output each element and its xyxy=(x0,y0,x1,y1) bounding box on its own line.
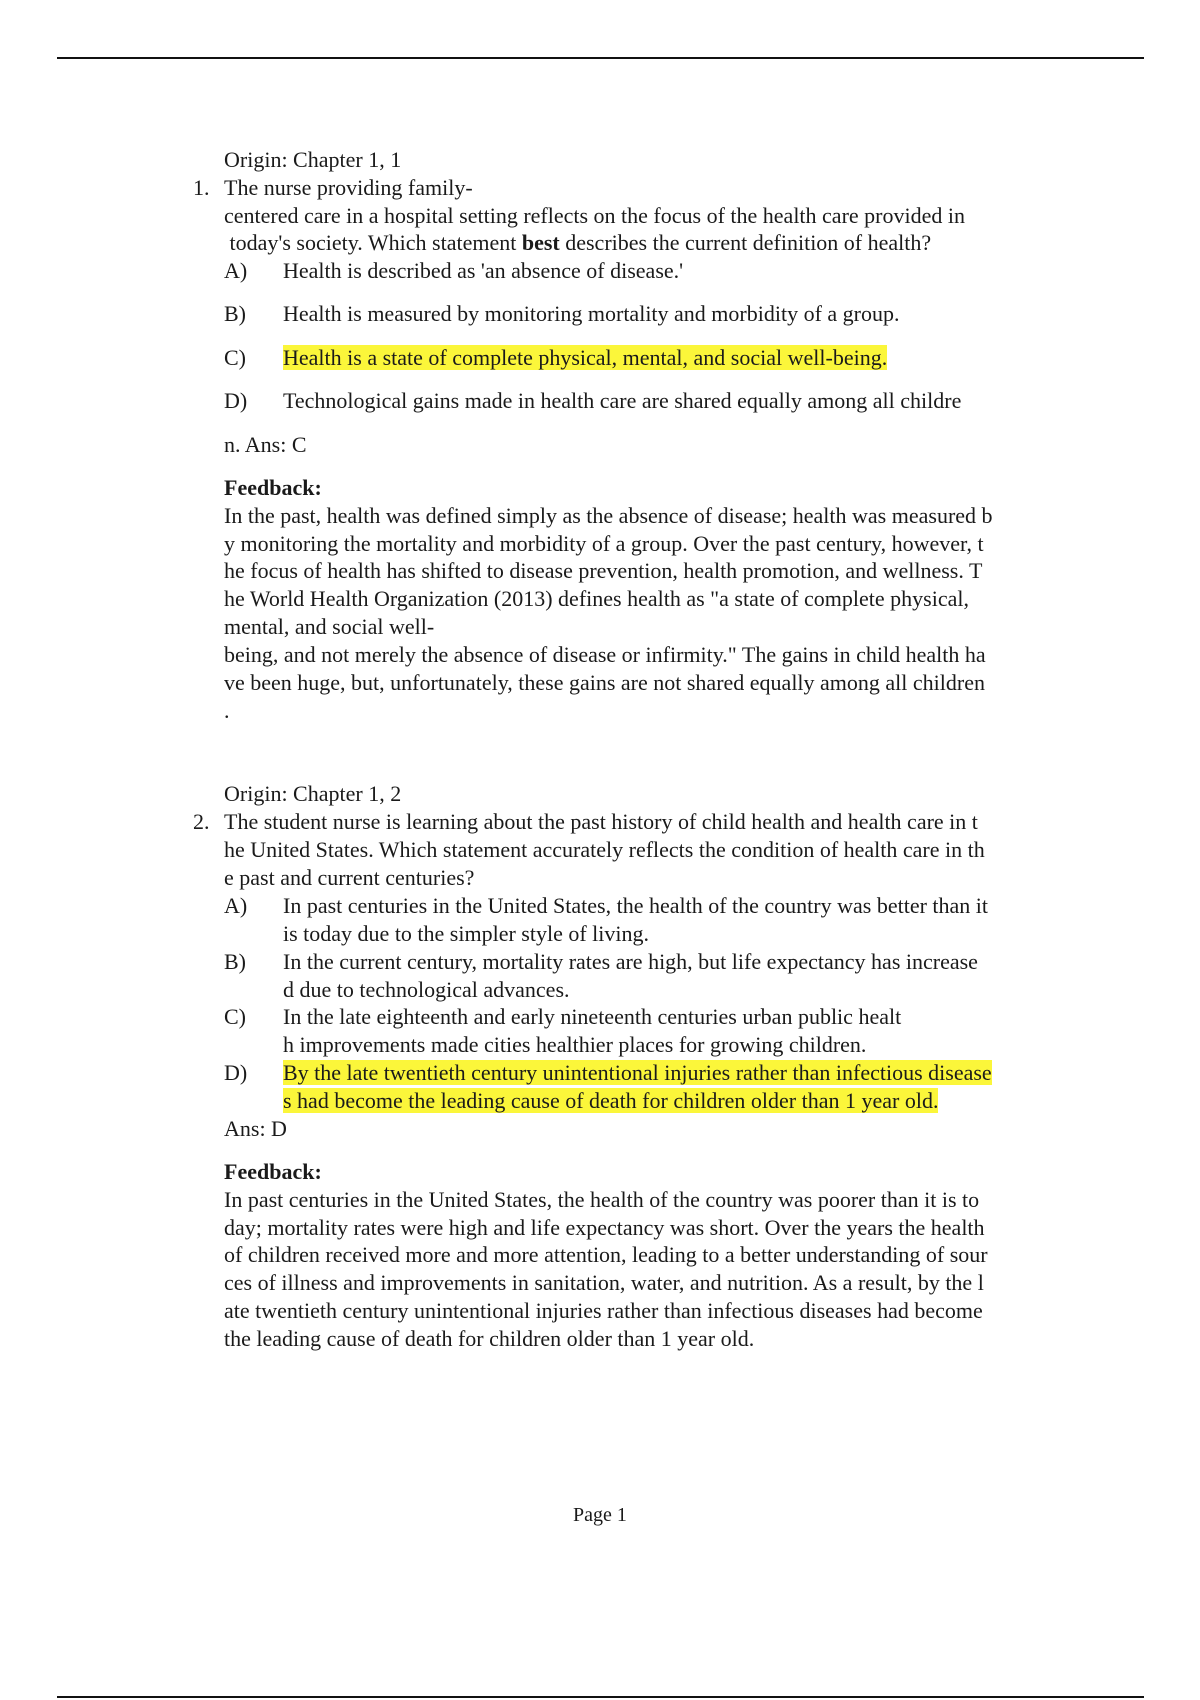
feedback-heading: Feedback: xyxy=(224,1159,322,1184)
feedback-line: ve been huge, but, unfortunately, these gains are not shared equally among all children xyxy=(224,670,985,695)
question-number: 2. xyxy=(193,809,210,834)
question-number: 1. xyxy=(193,175,210,200)
option-label: D) xyxy=(224,1060,248,1085)
answer-key: Ans: D xyxy=(224,1116,287,1141)
answer-highlight: Health is a state of complete physical, mental, and social well-being. xyxy=(283,345,888,370)
answer-highlight: s had become the leading cause of death for children older than 1 year old. xyxy=(283,1088,939,1113)
option-text: In the late eighteenth and early nineteenth centuries urban public healt xyxy=(283,1004,902,1029)
question-stem-line: The nurse providing family- xyxy=(224,175,473,200)
option-label: A) xyxy=(224,893,248,918)
feedback-line: ate twentieth century unintentional injuries rather than infectious diseases had become xyxy=(224,1298,983,1323)
feedback-line: ces of illness and improvements in sanitation, water, and nutrition. As a result, by the l xyxy=(224,1270,984,1295)
top-rule xyxy=(57,57,1144,59)
question-origin: Origin: Chapter 1, 2 xyxy=(224,781,402,806)
question-stem-line: centered care in a hospital setting reflects on the focus of the health care provided in xyxy=(224,203,965,228)
question-origin: Origin: Chapter 1, 1 xyxy=(224,147,402,172)
option-text: Health is described as 'an absence of disease.' xyxy=(283,258,684,283)
feedback-line: . xyxy=(224,698,230,723)
feedback-line: of children received more and more attention, leading to a better understanding of sour xyxy=(224,1242,988,1267)
option-text: In past centuries in the United States, the health of the country was better than it xyxy=(283,893,989,918)
option-label: B) xyxy=(224,949,246,974)
option-label: B) xyxy=(224,301,246,326)
feedback-line: he focus of health has shifted to disease prevention, health promotion, and wellness. T xyxy=(224,558,983,583)
option-text-correct xyxy=(283,1087,938,1115)
option-text: h improvements made cities healthier places for growing children. xyxy=(283,1032,867,1057)
option-text: In the current century, mortality rates are high, but life expectancy has increase xyxy=(283,949,978,974)
answer-highlight: By the late twentieth century unintentional injuries rather than infectious disease xyxy=(283,1060,992,1085)
feedback-line: being, and not merely the absence of disease or infirmity." The gains in child health ha xyxy=(224,642,986,667)
emphasis-best: best xyxy=(521,230,560,255)
option-label: A) xyxy=(224,258,248,283)
feedback-heading: Feedback: xyxy=(224,475,322,500)
option-label: C) xyxy=(224,345,246,370)
page-number: Page 1 xyxy=(573,1504,627,1526)
feedback-line: he World Health Organization (2013) defines health as "a state of complete physical, xyxy=(224,586,969,611)
answer-key: n. Ans: C xyxy=(224,432,307,457)
feedback-line: In the past, health was defined simply as the absence of disease; health was measured b xyxy=(224,503,993,528)
question-stem-line: he United States. Which statement accurately reflects the condition of health care in th xyxy=(224,837,985,862)
feedback-line: y monitoring the mortality and morbidity of a group. Over the past century, however, t xyxy=(224,531,984,556)
question-stem-line: The student nurse is learning about the past history of child health and health care in t xyxy=(224,809,978,834)
question-stem-line: e past and current centuries? xyxy=(224,865,475,890)
option-text-correct xyxy=(283,344,887,372)
option-text: is today due to the simpler style of living. xyxy=(283,921,650,946)
feedback-line: the leading cause of death for children older than 1 year old. xyxy=(224,1326,755,1351)
bottom-rule xyxy=(57,1696,1144,1698)
feedback-line: In past centuries in the United States, the health of the country was poorer than it is to xyxy=(224,1187,980,1212)
option-text: Health is measured by monitoring mortality and morbidity of a group. xyxy=(283,301,900,326)
feedback-line: day; mortality rates were high and life expectancy was short. Over the years the health xyxy=(224,1215,985,1240)
option-text: d due to technological advances. xyxy=(283,977,570,1002)
option-text-correct xyxy=(283,1059,992,1087)
question-stem-line: today's society. Which statement best describes the current definition of health? xyxy=(224,230,932,255)
option-text: Technological gains made in health care are shared equally among all childre xyxy=(283,388,962,413)
feedback-line: mental, and social well- xyxy=(224,614,435,639)
option-label: C) xyxy=(224,1004,246,1029)
option-label: D) xyxy=(224,388,248,413)
